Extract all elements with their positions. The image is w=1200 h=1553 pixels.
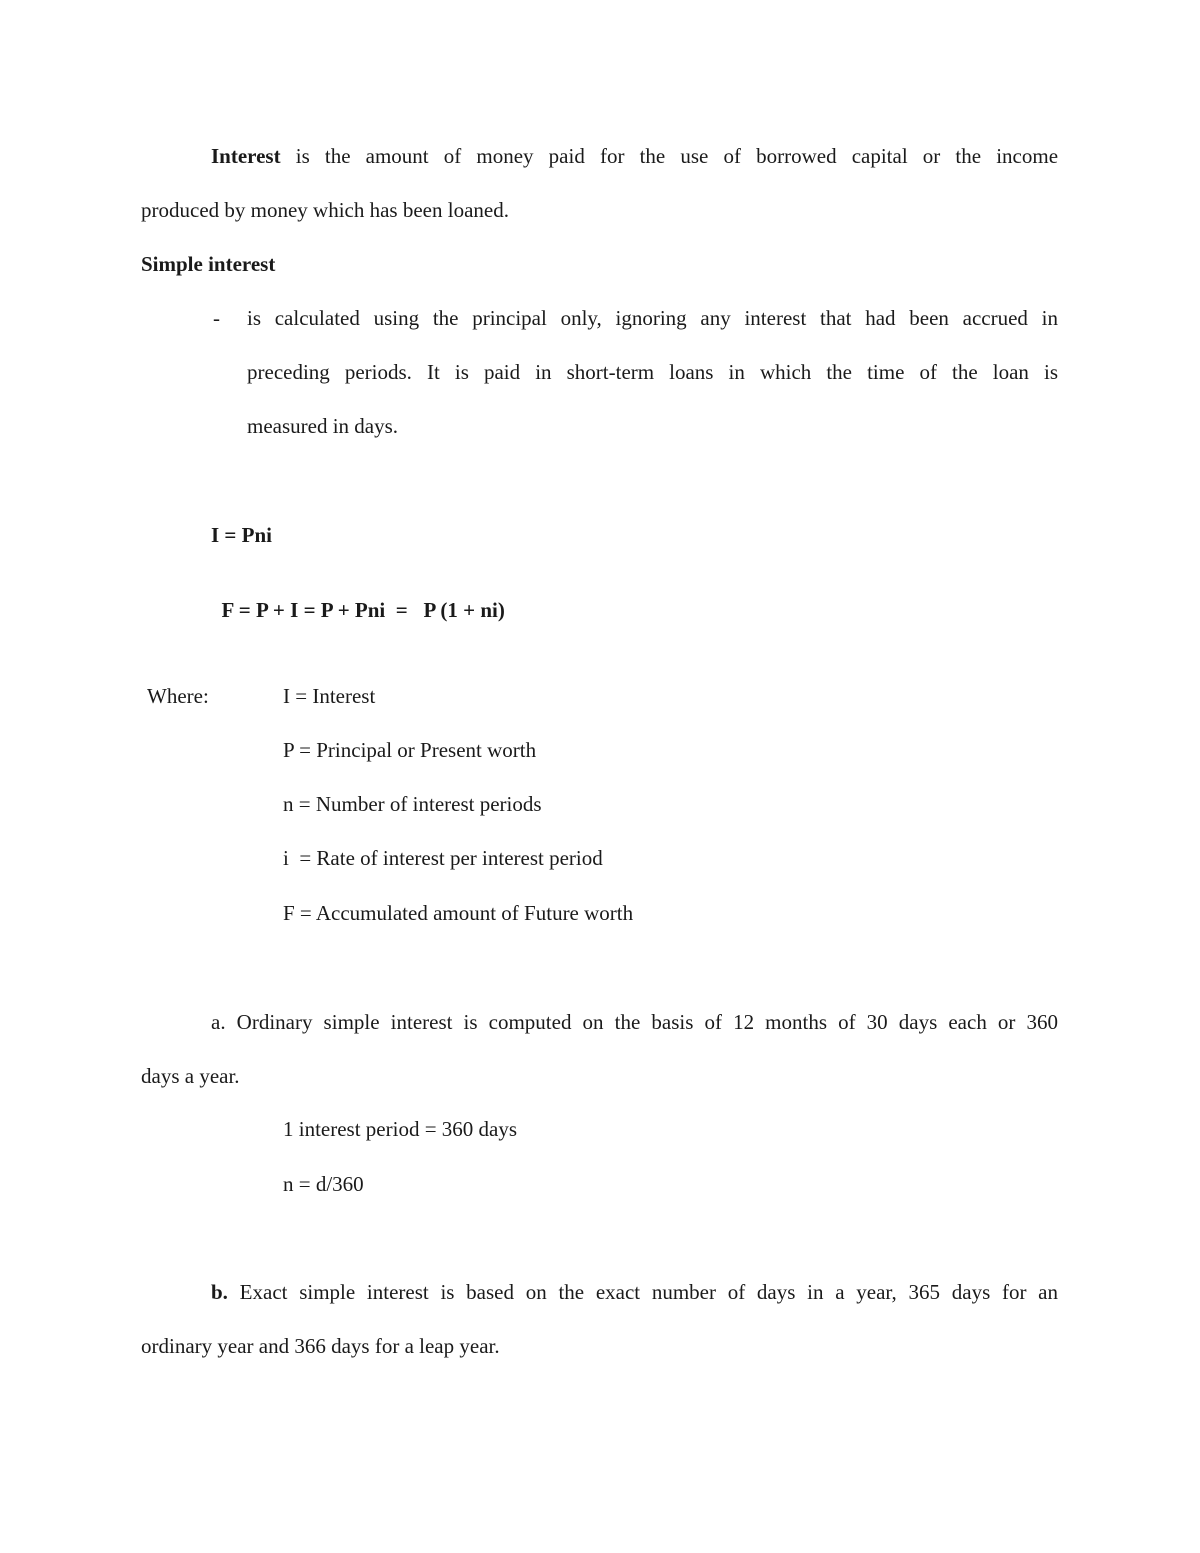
intro-line-1-text: is the amount of money paid for the use of borrowed capital or the income: [295, 144, 1059, 168]
exact-marker: b.: [211, 1280, 228, 1304]
formula-interest: I = Pni: [211, 523, 272, 547]
definition-periods: n = Number of interest periods: [283, 792, 542, 816]
intro-line-2: produced by money which has been loaned.: [141, 198, 509, 222]
definition-rate: i = Rate of interest per interest period: [283, 846, 603, 870]
simple-interest-heading: Simple interest: [141, 252, 276, 276]
interest-term: Interest: [211, 144, 281, 168]
definition-future-worth: F = Accumulated amount of Future worth: [283, 901, 634, 925]
ordinary-equation-period: 1 interest period = 360 days: [283, 1117, 518, 1141]
formula-future-worth: F = P + I = P + Pni = P (1 + ni): [221, 598, 505, 622]
bullet-dash: -: [213, 306, 220, 330]
ordinary-equation-n: n = d/360: [283, 1172, 364, 1196]
intro-line-1: [211, 146, 1058, 167]
ordinary-line-2: days a year.: [141, 1064, 240, 1088]
exact-line-2: ordinary year and 366 days for a leap year.: [141, 1334, 500, 1358]
ordinary-line-1: a. Ordinary simple interest is computed on the basis of 12 months of 30 days each or 360: [211, 1010, 1058, 1034]
definition-principal: P = Principal or Present worth: [283, 738, 537, 762]
exact-line-1: [211, 1282, 1058, 1303]
simple-interest-line-2: preceding periods. It is paid in short-term loans in which the time of the loan is: [247, 360, 1058, 384]
definition-interest: I = Interest: [283, 684, 376, 708]
exact-line-1-text: Exact simple interest is based on the exact number of days in a year, 365 days for an: [239, 1280, 1058, 1304]
simple-interest-line-3: measured in days.: [247, 414, 399, 438]
where-label: Where:: [147, 684, 209, 708]
simple-interest-line-1: is calculated using the principal only, ignoring any interest that had been accrued in: [247, 306, 1058, 330]
